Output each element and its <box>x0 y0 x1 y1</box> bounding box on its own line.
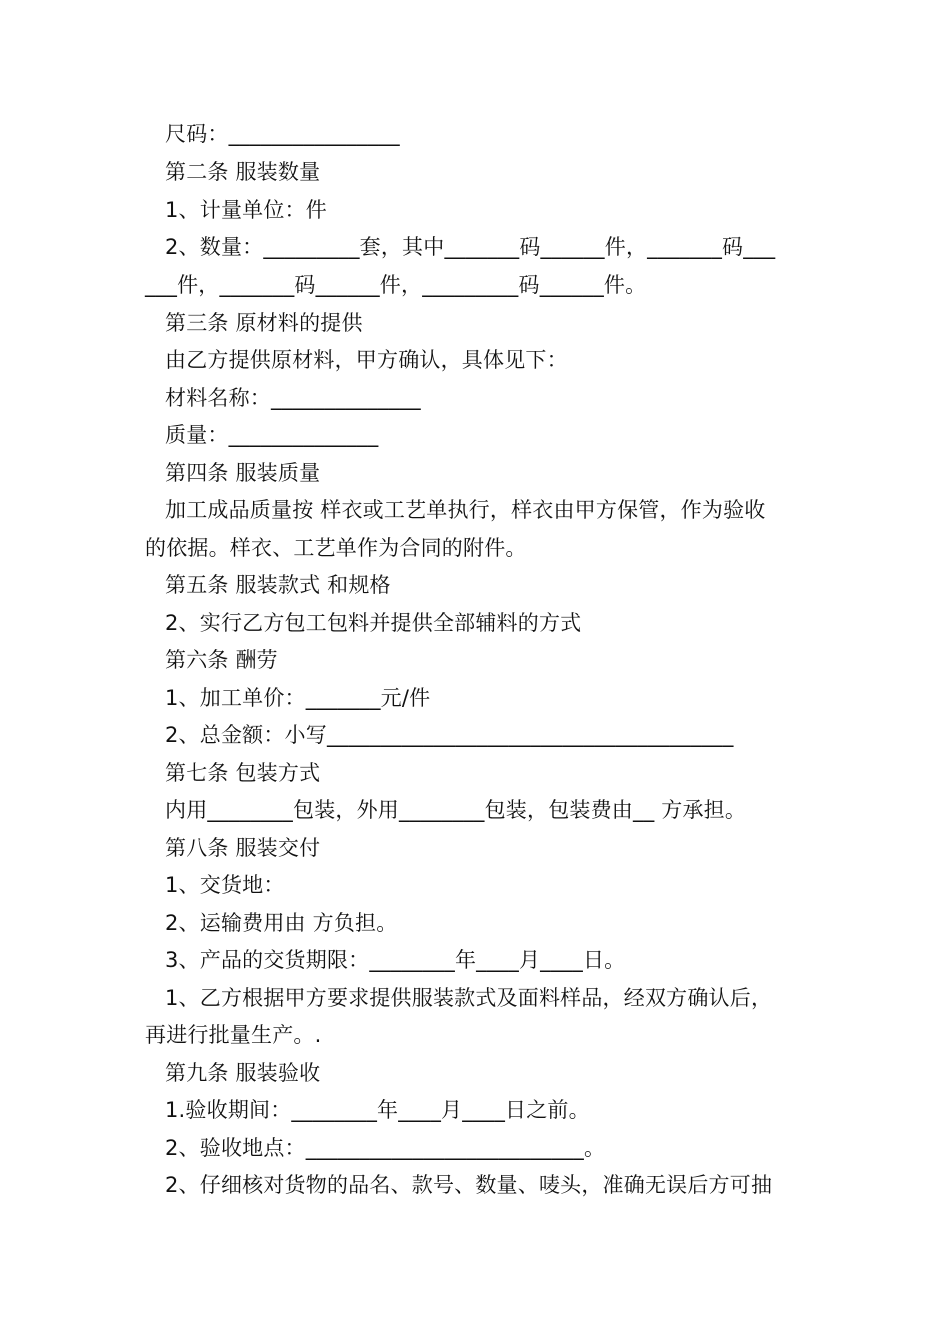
text-line: 2、数量：_________套，其中_______码______件，_______码___ <box>165 235 776 259</box>
text-line: 2、仔细核对货物的品名、款号、数量、唛头，准确无误后方可抽 <box>165 1173 773 1197</box>
text-line: 加工成品质量按 样衣或工艺单执行，样衣由甲方保管，作为验收 <box>165 498 766 522</box>
section-heading: 第九条 服装验收 <box>165 1061 321 1085</box>
text-line: 质量：______________ <box>165 423 379 447</box>
text-line: 材料名称：______________ <box>165 386 421 410</box>
text-line: 1、乙方根据甲方要求提供服装款式及面料样品，经双方确认后， <box>165 986 773 1010</box>
section-heading: 第七条 包装方式 <box>165 761 321 785</box>
text-line: 2、运输费用由 方负担。 <box>165 911 398 935</box>
section-heading: 第四条 服装质量 <box>165 461 321 485</box>
text-line: 1.验收期间：________年____月____日之前。 <box>165 1098 590 1122</box>
text-line: 的依据。样衣、工艺单作为合同的附件。 <box>145 536 527 560</box>
text-line: ___件，_______码______件，_________码______件。 <box>145 273 647 297</box>
section-heading: 第三条 原材料的提供 <box>165 311 363 335</box>
text-line: 再进行批量生产。. <box>145 1023 322 1047</box>
text-line: 由乙方提供原材料，甲方确认，具体见下： <box>165 348 568 372</box>
text-line: 1、加工单价：_______元/件 <box>165 686 431 710</box>
section-heading: 第二条 服装数量 <box>165 160 321 184</box>
text-line: 1、交货地： <box>165 873 285 897</box>
text-line: 3、产品的交货期限：________年____月____日。 <box>165 948 626 972</box>
section-heading: 第八条 服装交付 <box>165 836 321 860</box>
text-line: 2、验收地点：__________________________。 <box>165 1136 606 1160</box>
text-line: 2、总金额：小写______________________________________ <box>165 723 734 747</box>
section-heading: 第六条 酬劳 <box>165 648 278 672</box>
text-line: 2、实行乙方包工包料并提供全部辅料的方式 <box>165 611 582 635</box>
text-line: 尺码：________________ <box>165 122 400 146</box>
text-line: 内用________包装，外用________包装，包装费由__ 方承担。 <box>165 798 747 822</box>
section-heading: 第五条 服装款式 和规格 <box>165 573 391 597</box>
text-line: 1、计量单位：件 <box>165 198 327 222</box>
